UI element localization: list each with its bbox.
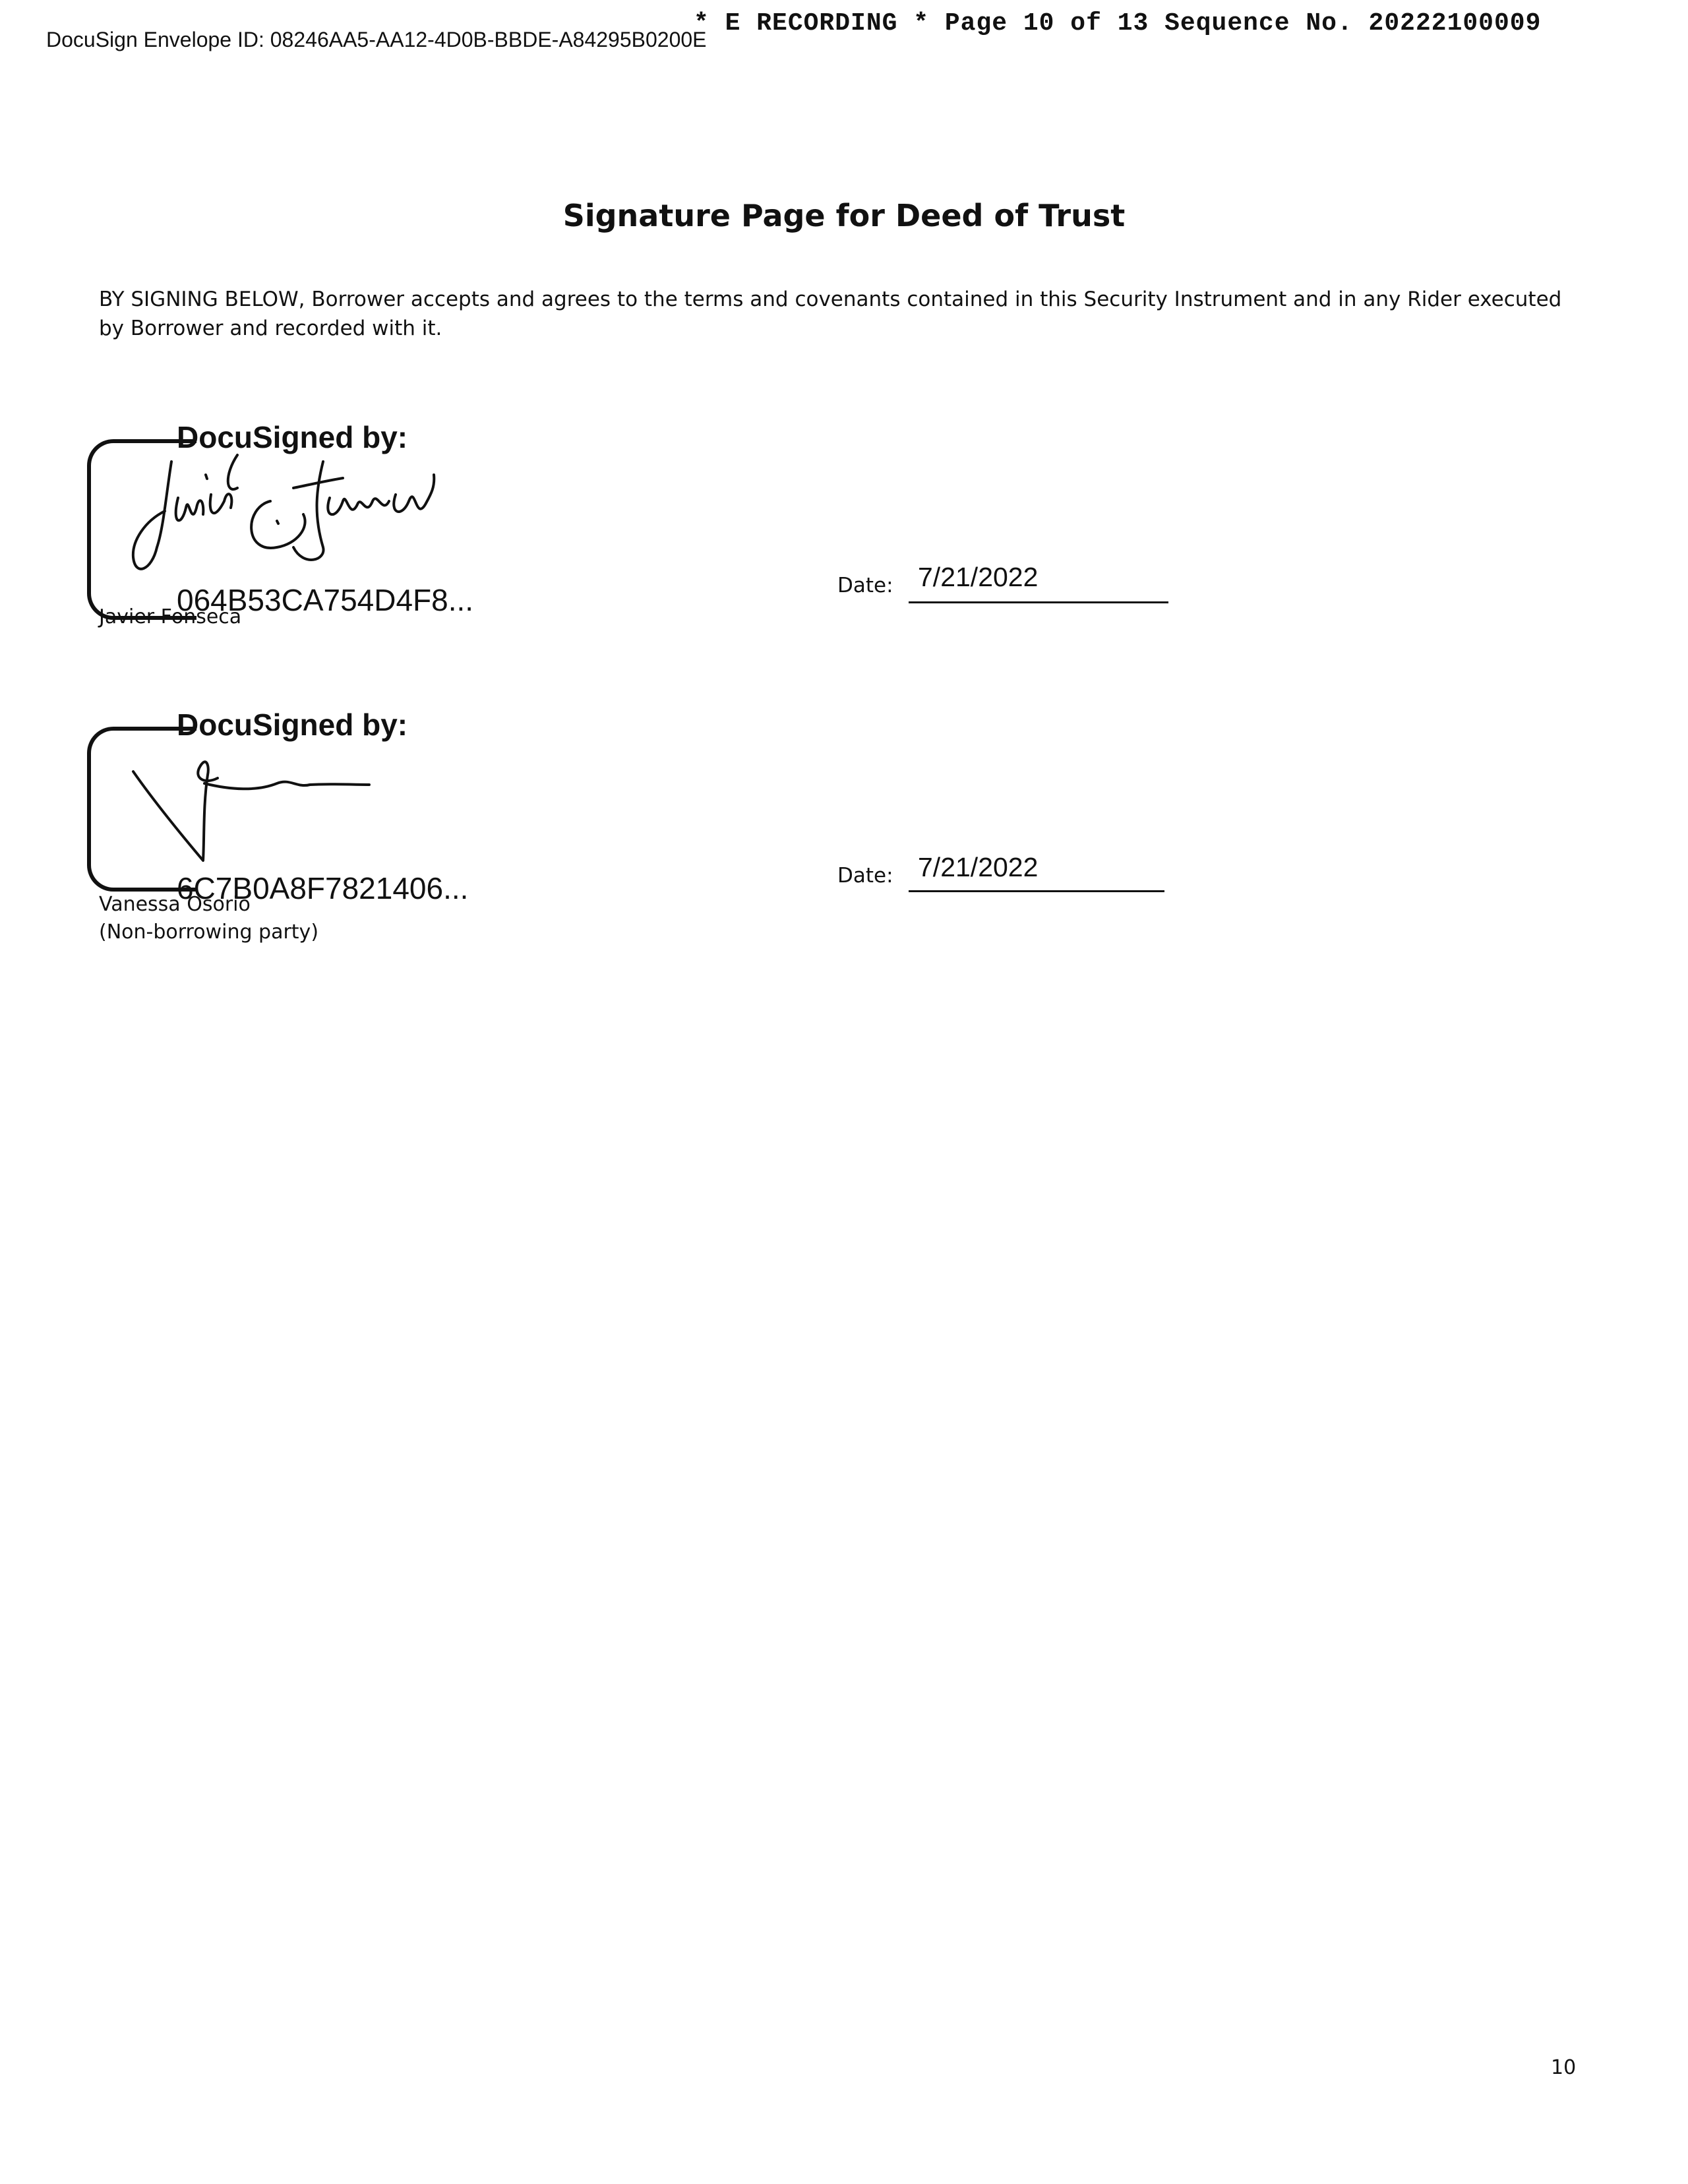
signature-javier-fonseca bbox=[125, 448, 481, 587]
docusign-envelope-id: DocuSign Envelope ID: 08246AA5-AA12-4D0B-BBDE-A84295B0200E bbox=[46, 28, 707, 51]
signature-vanessa-osorio bbox=[125, 739, 389, 870]
intro-paragraph: BY SIGNING BELOW, Borrower accepts and agrees to the terms and covenants contained in this Security Instrument and in any Rider executed by Borrower and recorded with it. bbox=[99, 288, 1562, 340]
signature-date: 7/21/2022 bbox=[918, 852, 1039, 882]
signer-name: Javier Fonseca bbox=[99, 605, 242, 628]
recording-stamp: * E RECORDING * Page 10 of 13 Sequence No. 20222100009 bbox=[694, 9, 1542, 38]
signer-id-hash: 6C7B0A8F7821406... bbox=[177, 871, 469, 905]
signer-role: (Non-borrowing party) bbox=[99, 921, 319, 944]
signer-id-hash: 064B53CA754D4F8... bbox=[177, 583, 474, 617]
page-number: 10 bbox=[1551, 2056, 1577, 2079]
signature-date: 7/21/2022 bbox=[918, 562, 1039, 592]
docusigned-by-label: DocuSigned by: bbox=[177, 420, 408, 454]
date-underline bbox=[909, 601, 1168, 603]
date-label: Date: bbox=[837, 864, 893, 888]
docusigned-by-label: DocuSigned by: bbox=[177, 708, 408, 742]
date-underline bbox=[909, 890, 1164, 892]
page-title: Signature Page for Deed of Trust bbox=[562, 198, 1126, 233]
signer-name: Vanessa Osorio bbox=[99, 893, 251, 916]
date-label: Date: bbox=[837, 574, 893, 597]
